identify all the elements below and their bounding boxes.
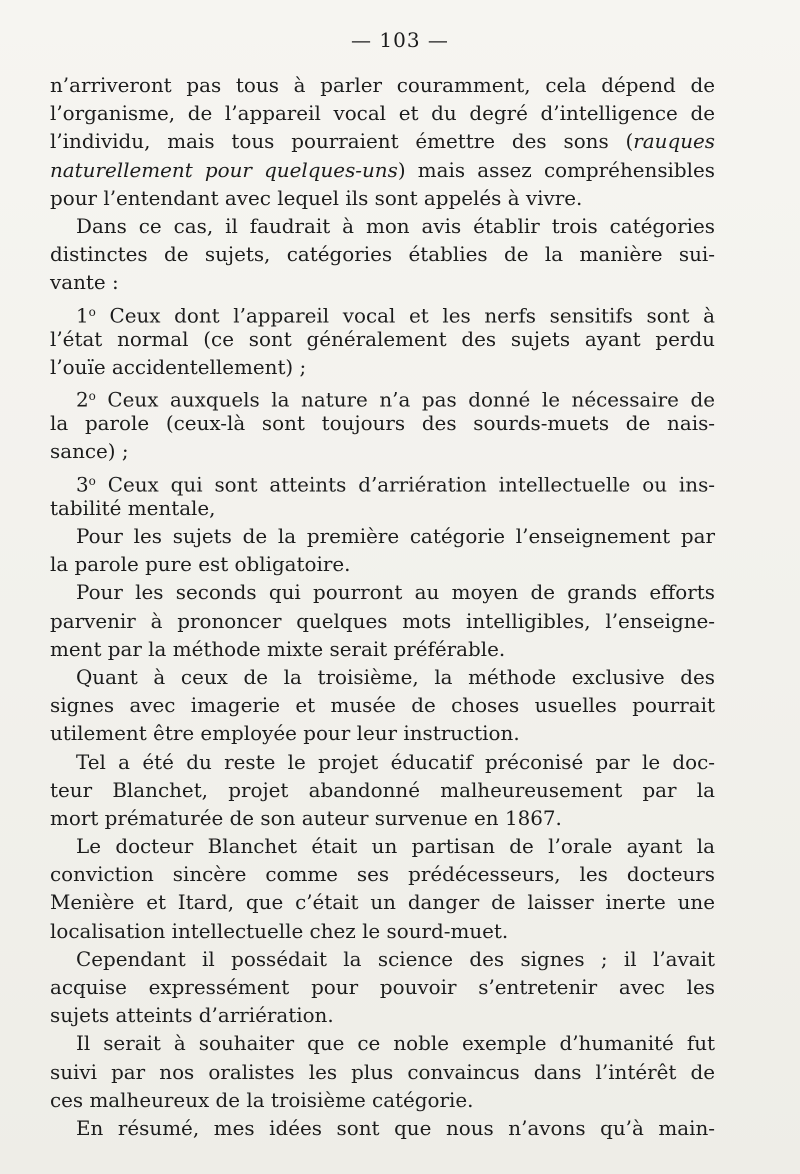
text-line — [50, 692, 715, 720]
text-line — [50, 495, 715, 523]
text-run: la parole (ceux-là sont toujours des sourds-muets de nais- — [50, 412, 715, 436]
text-run: acquise expressément pour pouvoir s’entretenir avec les — [50, 976, 715, 999]
body-text — [50, 72, 715, 1143]
text-run: l’ouïe accidentellement) ; — [50, 355, 307, 379]
text-run: Ceux dont l’appareil vocal et les nerfs sensitifs sont à — [95, 304, 715, 328]
paragraph — [50, 523, 715, 579]
text-run: 3 — [76, 473, 89, 497]
text-run: vante : — [50, 271, 119, 295]
text-line — [50, 720, 715, 748]
text-line — [50, 861, 715, 889]
paragraph — [50, 213, 715, 298]
text-line — [50, 551, 715, 579]
text-run: teur Blanchet, projet abandonné malheureusement par la — [50, 778, 715, 802]
text-run: ment par la méthode mixte serait préférable. — [50, 637, 506, 661]
italic-text: rauques — [633, 130, 715, 154]
text-line — [50, 410, 715, 438]
text-line — [50, 354, 715, 382]
text-run: localisation intellectuelle chez le sourd-muet. — [50, 919, 509, 943]
italic-text: naturellement pour quelques-uns — [50, 158, 398, 182]
text-line — [50, 1115, 715, 1143]
text-line — [50, 157, 715, 185]
text-line — [50, 946, 715, 974]
text-run: Menière et Itard, que c’était un danger de laisser inerte une — [50, 891, 715, 915]
text-line — [50, 185, 715, 213]
paragraph — [50, 833, 715, 946]
paragraph — [50, 1115, 715, 1143]
text-line — [50, 608, 715, 636]
ordinal-suffix: o — [88, 473, 96, 488]
text-run: pour l’entendant avec lequel ils sont appelés à vivre. — [50, 186, 583, 210]
text-run: Quant à ceux de la troisième, la méthode exclusive des — [76, 665, 715, 689]
text-run: ces malheureux de la troisième catégorie. — [50, 1088, 474, 1112]
paragraph — [50, 382, 715, 467]
text-run: Cependant il possédait la science des signes ; il l’avait — [76, 947, 715, 971]
text-line — [50, 438, 715, 466]
text-run: l’organisme, de l’appareil vocal et du degré d’intelligence de — [50, 102, 715, 126]
text-run: En résumé, mes idées sont que nous n’avons qu’à main- — [76, 1116, 715, 1140]
ordinal-suffix: o — [88, 304, 96, 319]
text-run: la parole pure est obligatoire. — [50, 553, 351, 577]
text-run: conviction sincère comme ses prédécesseurs, les docteurs — [50, 863, 715, 887]
text-run: Le docteur Blanchet était un partisan de l’orale ayant la — [76, 835, 715, 859]
text-run: l’état normal (ce sont généralement des sujets ayant perdu — [50, 327, 715, 351]
text-line — [50, 298, 715, 326]
ordinal-suffix: o — [88, 389, 96, 404]
page-number: — 103 — — [351, 28, 449, 52]
text-run: sance) ; — [50, 440, 129, 464]
text-run: l’individu, mais tous pourraient émettre des sons ( — [50, 130, 634, 154]
text-line — [50, 1002, 715, 1030]
text-line — [50, 213, 715, 241]
text-run: 1 — [76, 304, 89, 328]
text-line — [50, 523, 715, 551]
text-line — [50, 1030, 715, 1058]
text-run: Il serait à souhaiter que ce noble exemple d’humanité fut — [76, 1032, 715, 1056]
text-line — [50, 974, 715, 1002]
text-line — [50, 100, 715, 128]
text-run: Ceux qui sont atteints d’arriération intellectuelle ou ins- — [95, 473, 715, 497]
text-run: suivi par nos oralistes les plus convaincus dans l’intérêt de — [50, 1060, 715, 1084]
text-line — [50, 918, 715, 946]
text-run: tabilité mentale, — [50, 496, 216, 520]
text-line — [50, 326, 715, 354]
paragraph — [50, 1030, 715, 1115]
text-run: n’arriveront pas tous à parler couramment, cela dépend de — [50, 74, 715, 97]
text-run: Pour les sujets de la première catégorie l’enseignement par — [76, 525, 715, 548]
text-run: Tel a été du reste le projet éducatif préconisé par le doc- — [76, 750, 715, 774]
text-run: utilement être employée pour leur instruction. — [50, 722, 520, 746]
text-run: mort prématurée de son auteur survenue en 1867. — [50, 806, 562, 830]
paragraph — [50, 298, 715, 383]
text-line — [50, 664, 715, 692]
text-line — [50, 636, 715, 664]
text-line — [50, 269, 715, 297]
paragraph — [50, 664, 715, 749]
text-run: Pour les seconds qui pourront au moyen de grands efforts — [76, 581, 715, 605]
text-line — [50, 777, 715, 805]
text-line — [50, 1059, 715, 1087]
text-run: parvenir à prononcer quelques mots intelligibles, l’enseigne- — [50, 609, 715, 633]
text-run: sujets atteints d’arriération. — [50, 1004, 334, 1028]
text-line — [50, 749, 715, 777]
text-run: signes avec imagerie et musée de choses usuelles pourrait — [50, 694, 715, 718]
text-run: distinctes de sujets, catégories établies de la manière sui- — [50, 243, 715, 267]
text-line — [50, 805, 715, 833]
text-line — [50, 579, 715, 607]
text-run: Dans ce cas, il faudrait à mon avis établir trois catégories — [76, 214, 715, 238]
paragraph — [50, 749, 715, 834]
text-line — [50, 1087, 715, 1115]
text-line — [50, 128, 715, 156]
text-line — [50, 241, 715, 269]
text-line — [50, 833, 715, 861]
text-line — [50, 467, 715, 495]
paragraph — [50, 579, 715, 664]
text-run: ) mais assez compréhensibles — [397, 158, 715, 182]
text-run: 2 — [76, 388, 89, 412]
paragraph — [50, 467, 715, 523]
text-line — [50, 889, 715, 917]
text-line — [50, 382, 715, 410]
paragraph — [50, 946, 715, 1031]
paragraph — [50, 72, 715, 213]
text-run: Ceux auxquels la nature n’a pas donné le nécessaire de — [95, 388, 715, 412]
text-line — [50, 72, 715, 100]
